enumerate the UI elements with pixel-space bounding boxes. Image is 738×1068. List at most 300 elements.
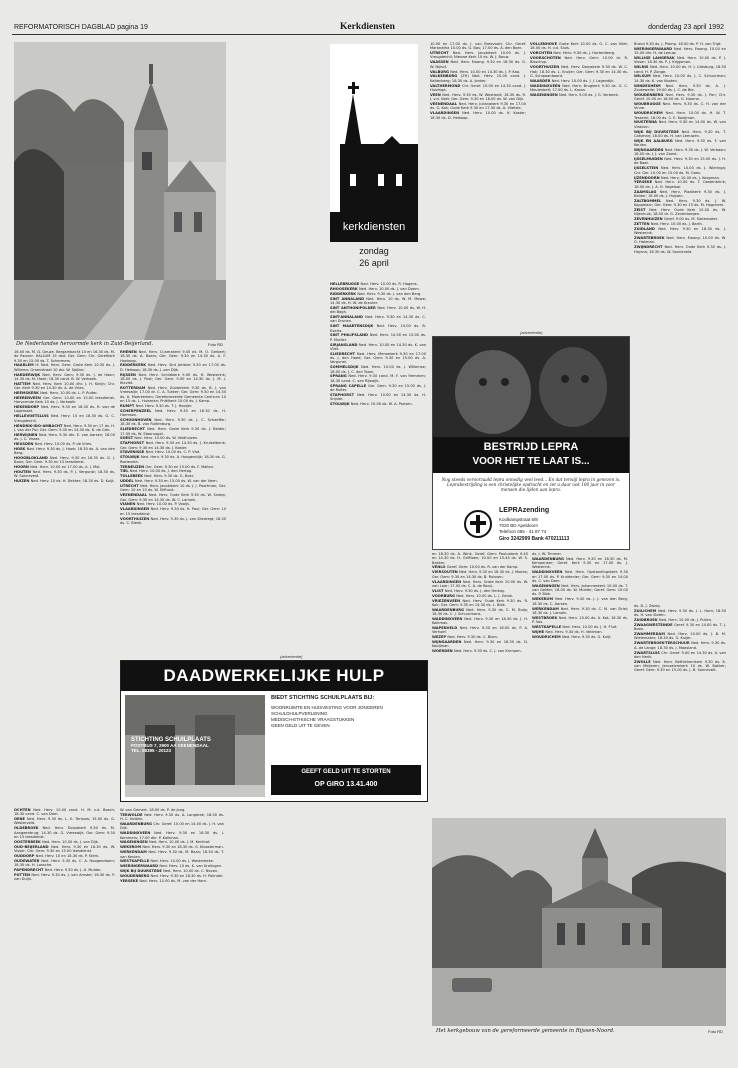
schuilplaats-ad-giro-box <box>271 765 421 795</box>
place-name: ZWOLLE <box>634 659 654 664</box>
place-name: WERKENDAM <box>120 850 149 855</box>
church-service-entry <box>120 350 226 363</box>
service-details: Ned. Herv. Gem: 10.00 dr. R. Bisschop. <box>530 56 628 65</box>
place-name: VLAARDINGEN <box>120 507 151 512</box>
place-name: RIDDERKERK <box>330 291 358 296</box>
place-name: RHENEN <box>120 350 139 354</box>
service-details: Ned. Herv. 9.30 ds. J. van Amstel; 18.30 ds. P. van Duijn. <box>14 872 115 882</box>
church-service-entry <box>120 474 226 478</box>
service-details: Ned. Herv. 9.30 ds. W. Westland; 18.30 ds. R. J. v.d. Voet; Ger. Gem: 9.30 en 18.00 ds. W. van Dijk. <box>430 92 526 102</box>
service-details: Ned. Herv. 9.30 dhr. E. van Aarsen; 18.00 ds. J. C. Visser. <box>14 432 115 441</box>
place-name: HEEMSKERK <box>14 391 41 396</box>
place-name: WIERINGERWAARD <box>634 46 674 51</box>
service-details: 10.00 en 17.00 ds. J. van Breevoort; Chr. Geref. Maranatha 10.00 ds. G. Bos; 17.00 ds. A. den Boer. <box>430 42 526 51</box>
place-name: ZWAMMERDAM <box>634 632 668 637</box>
service-details: Ned. Herv. 10.00 ds. M. van der Ham. <box>139 878 208 883</box>
column-2-lower <box>120 350 226 650</box>
place-name: SPRANG CAPELLE <box>330 383 369 388</box>
church-service-entry <box>634 623 726 632</box>
place-name: SLIEDRECHT <box>120 427 148 432</box>
place-name: UTRECHT <box>120 484 141 489</box>
service-details: Ned. Herv. Plaatkerk 9.30 ds. J. Belder; 18.00 ds. J. Huijsen. <box>634 189 726 198</box>
ad1-label: (advertentie) <box>520 330 543 335</box>
church-service-entry <box>120 479 226 483</box>
service-details: Ned. Herv. Gem: 9.30 ds. J. de Haan; 14.30 ds. M. Hoek; 18.30 cand. B. W. Verbeek. <box>14 372 115 381</box>
place-name: WILSUM <box>634 74 653 79</box>
place-name: WUSTERNA <box>634 120 659 125</box>
service-details: W. van Gemert. 18.00 ds. P. de Jong. <box>120 808 186 812</box>
service-details: Ned. Herv. 10.00 ds. P. Vooijs. <box>136 502 190 507</box>
service-details: Ned. Herv. 9.30 ds. J. Hoek; 18.30 ds. A. van den Berg. <box>14 446 115 456</box>
service-details: Ned. Herv. 9.30 ds. A. Hoogendijk; 18.30 ds. G. Roeleveld. <box>120 455 226 464</box>
church-service-entry <box>432 608 528 617</box>
place-name: WOUDRICHEM <box>532 634 562 639</box>
place-name: SCHERPENZEEL <box>120 408 156 413</box>
service-details: Ned. Herv. 10.00 ds. J. B. M. Wielemaker; 18.30 ds. G. Kuijer. <box>634 632 726 641</box>
column-2-bottom <box>120 808 224 1053</box>
place-name: WOUBRUGGE <box>634 102 663 107</box>
schuilplaats-ad-contact <box>131 737 259 753</box>
service-details: Ned. Herv. 9.30 cand. M. F. van Hemmen; 18.30 cand. C. van Rijswijk. <box>330 374 426 383</box>
place-name: OCHTEN <box>14 808 34 812</box>
church-service-entry <box>14 465 115 469</box>
service-details: Ned. Herv. 10.00 ds. A. Kot; 18.30 ds. P. Vos. <box>532 615 628 625</box>
place-name: VOORSCHOTEN <box>530 56 565 61</box>
church-service-entry <box>430 111 526 120</box>
lepra-ad-address2: 7020 BD Apeldoorn <box>499 523 539 528</box>
place-name: OUDEWATER <box>14 858 42 863</box>
photo2-credit: Foto RD <box>708 1029 723 1034</box>
service-details: Ned. Herv. Jacobikerk 10 ds. J. J. Poortman; Ger. Gem: 10 en 15 ds. W. Silfhout. <box>120 484 226 493</box>
church-service-entry <box>634 176 726 180</box>
church-service-entry <box>120 404 226 408</box>
service-details: Ned. Herv. 9.30 en 18.30 ds. H. Polinder. <box>150 874 224 879</box>
kerkdiensten-logo <box>330 44 418 276</box>
church-photo-2-image <box>432 818 726 1026</box>
place-name: HERWIJNEN <box>14 432 39 437</box>
service-details: Ned. Herv. 9.30 ds. J. W. Verbaan; 18.00 ds. J. J. van Zoest. <box>634 147 726 157</box>
church-service-entry <box>634 111 726 120</box>
place-name: VEEN <box>430 92 443 97</box>
place-name: WIJK EN AALBURG <box>634 138 675 143</box>
service-details: Ned. Herv. 10.00 ds. L. J. Geluk. <box>456 593 514 598</box>
church-service-entry <box>120 874 224 878</box>
service-details: Ned. Herv. Grote Kerk 10.00 ds. W. van Laar; 17.00 ds. C. A. de Rooij. <box>432 579 528 588</box>
place-name: WEKEROM <box>120 845 143 850</box>
service-details: Ned. Herv. 10.00 ds. J. C. Schuurman; 14.30 ds. K. van Kooten. <box>634 74 726 83</box>
church-service-entry <box>14 840 115 844</box>
place-name: STOLWIJK <box>120 455 141 460</box>
place-name: WIERINGERWAARD <box>120 864 160 869</box>
place-name: HOUTEN <box>14 470 33 475</box>
place-name: WAGENINGEN <box>530 92 560 97</box>
place-name: WIJHE <box>532 629 546 634</box>
service-details: Ned. Herv. 9.30 ds. H. Paul; Ger. Gem: 10 en 15 leesdienst. <box>120 507 226 516</box>
header-rule <box>12 34 726 35</box>
church-service-entry <box>634 65 726 74</box>
service-details: Ned. Herv. 9.30 ds. C. A. Hoogendoorn; 18.30 ds. H. Lassche. <box>14 858 115 868</box>
church-service-entry <box>330 297 426 306</box>
schuilplaats-ad-bullet: WOONRUIMTE EN HUISVESTING VOOR JONGEREN <box>271 705 383 710</box>
church-service-entry <box>330 287 426 291</box>
church-service-entry <box>120 822 224 831</box>
service-details: Ned. Herv. Cunerakerk 9.45 ds. M. O. Gerbert; 18.30 ds. A. Baars; Ger. Gem: 9.30 en 14.30 ds. A. F. Honkoop. <box>120 350 226 363</box>
church-service-entry <box>634 120 726 129</box>
place-name: WILNIS <box>634 65 650 70</box>
place-name: ZAAMSLAG <box>634 189 660 194</box>
service-details: Ned. Herv. 10.00 ds. L. P. Ruiter. <box>40 391 98 396</box>
service-details: Ned. Herv. Oude Kerk 10.00 ds. W. Nijenhuis; 18.00 dr. G. Zevenbergen. <box>634 207 726 217</box>
place-name: VRIEZENVEEN <box>432 598 463 603</box>
church-service-entry <box>120 469 226 473</box>
place-name: IJZENDOORN <box>634 175 661 180</box>
place-name: TERWOLDE <box>120 812 145 817</box>
place-name: RUMPT <box>120 403 136 408</box>
place-name: WADDINXVEEN <box>530 83 563 88</box>
ad2-label: (advertentie) <box>280 654 303 659</box>
church-service-entry <box>430 51 526 60</box>
service-details: Ned. Herv. Julianakerk 9.30 en 17.00 ds. G. Kok; Oude Kerk 9.30 en 17.30 ds. A. Vlietzie. <box>430 102 526 111</box>
service-details: Ned. Herv. 10.00 ds. R. Hagens. <box>360 282 418 286</box>
church-service-entry <box>120 859 224 863</box>
place-name: SPRANG <box>330 374 349 379</box>
church-service-entry <box>120 484 226 493</box>
service-details: Ned. Herv. Schildkerk 9.00 ds. H. Westerink; 18.00 ds. J. Post; Ger. Gem: 9.00 en 14.30 ds. J. M. J. Kieviet. <box>120 372 226 386</box>
service-details: Ned. Herv. Grote Kerk 9.30 ds. J. Belder; 17.00 ds. W. Stoorvogel. <box>120 427 226 436</box>
service-details: Ned. Herv. 10.00 ds. P. de Vries. <box>34 441 93 446</box>
place-name: UTRECHT <box>430 51 453 56</box>
church-service-entry <box>120 845 224 849</box>
church-service-entry <box>14 456 115 465</box>
lepra-ad-line2: VOOR HET TE LAAT IS... <box>472 456 590 467</box>
church-service-entry <box>14 391 115 395</box>
church-service-entry <box>330 333 426 342</box>
place-name: SOEST <box>120 436 135 441</box>
service-details: Ned. Herv. 9.30 en 18.30 ds. W. Visser; Ger. Gem: 9.30 en 15.00 leesdienst. <box>14 844 115 854</box>
lepra-zending-logo-icon <box>463 509 493 539</box>
place-name: WESTKAPELLE <box>532 624 563 629</box>
place-name: ZWARTEBROEK-TERSCHUUR <box>634 641 692 646</box>
service-details: Geref. Gem: 10.00 ds. R. van der Kamp. <box>446 565 519 570</box>
service-details: Ned. Herv. 9.30 en 18.30 ds. G. J. Baan; Ger. Gem: 9.30 en 15 leesdienst. <box>14 455 115 465</box>
church-service-entry <box>330 352 426 365</box>
page-header-left: REFORMATORISCH DAGBLAD pagina 19 <box>14 24 148 31</box>
place-name: ZALTBOMMEL <box>634 198 666 203</box>
church-service-entry <box>530 79 628 83</box>
place-name: WOUDENBERG <box>120 874 151 879</box>
place-name: WADDINXVEEN <box>432 616 465 621</box>
service-details: Ned. Herv. 9.30 en 18.30 ds. G. Kloosterman. <box>142 845 224 850</box>
church-service-entry <box>532 584 628 597</box>
lepra-ad-phone: Telefoon 055 - 41 87 74 <box>499 529 547 534</box>
schuilplaats-ad-bullet: MEDISCH-ETHISCHE VRAAGSTUKKEN <box>271 717 355 722</box>
column-1-bottom-left <box>14 808 115 1053</box>
service-details: Ned. Herv. 9.30 ds. J. A. Mulder. <box>44 868 102 873</box>
service-details: ds. D. J. Zwiep. <box>634 604 661 608</box>
church-service-entry <box>634 130 726 139</box>
church-service-entry <box>634 609 726 618</box>
place-name: VENLO <box>432 565 447 570</box>
service-details: Ned. Herv. Opstandingskerk 9.30 en 17.00 ds. P. Kruidenier; Ger. Gem: 9.30 en 14.00 ds. C. van Dam. <box>532 570 628 583</box>
service-details: Ger. Gem: 9.30 en 15.00 ds. J. de Ruiter. <box>330 383 426 392</box>
church-service-entry <box>120 363 226 372</box>
service-details: Ned. Herv. 9.30 en 14.00 ds. W. van Vlastuin. <box>634 120 726 129</box>
church-service-entry <box>120 517 226 526</box>
place-name: OUDDORP <box>14 853 36 858</box>
service-details: Ned. Herv. 9.30 ds. T. J. Hooijer. <box>135 403 193 408</box>
church-service-entry <box>120 455 226 464</box>
schuilplaats-ad-address: POSTBUS 7, 2900 AA VEENENDAAL <box>131 743 209 748</box>
service-details: Ned. Herv. 9.30 ds. C. M. van Driel; 18.30 ds. J. Lamain. <box>532 606 628 615</box>
church-service-entry <box>330 374 426 383</box>
church-service-entry <box>120 450 226 454</box>
church-service-entry <box>430 93 526 102</box>
church-service-entry <box>634 157 726 166</box>
church-service-entry <box>634 139 726 148</box>
church-service-entry <box>532 557 628 570</box>
service-details: Ned. Herv. Jacobikerk 10.00 ds. J. Vreugdenhil; Nieuwe Kerk 10 ds. W. J. Bouw. <box>430 51 526 60</box>
lepra-ad-headline <box>433 437 629 473</box>
place-name: WAGENINGEN <box>120 840 150 845</box>
church-service-entry <box>530 84 628 93</box>
service-details: Ned. Herv. Bethlehemkerk 9.30 ds. K. van Meijeren; Jeruzalemkerk 10 ds. W. Bakker; Geref. Gem: 9.30 en 15.00 ds. J. B. Sonnevelt. <box>634 659 726 673</box>
place-name: HUIZEN <box>14 479 31 484</box>
service-details: Ned. Herv. 9.30 en 18.30 ds. J. H. Kolkman. <box>432 616 528 626</box>
place-name: VEENENDAAL <box>120 493 149 498</box>
church-photo-zuid-beijerland <box>14 42 226 340</box>
church-service-entry <box>14 424 115 433</box>
service-details: Ned. Herv. 10.00 ds. J. H. Fluit. <box>562 624 618 629</box>
church-service-entry <box>120 386 226 403</box>
page-header-date: donderdag 23 april 1992 <box>648 24 724 31</box>
place-name: STAPHORST <box>120 441 146 446</box>
place-name: VEENENDAAL <box>430 102 459 107</box>
service-details: Ned. Herv. 9.30 ds. G. Boer. <box>144 474 195 479</box>
service-details: Ned. Herv. 9.30 ds. F. van Keulen. <box>634 138 726 148</box>
place-name: HOOGBLOKLAND <box>14 455 50 460</box>
place-name: RHOOSEKERK <box>330 286 359 291</box>
lepra-ad-body: Nog steeds veroorzaakt lepra onnodig veel leed... En dat terwijl lepra in genezen is. Leprabestrijding is een christelijke opdracht en zet u daar ook 100 jaar in voor mensen die lijden aan lepra. <box>441 477 621 493</box>
place-name: VOORTHUIZEN <box>120 516 151 521</box>
service-details: Ned. Herv. 9.30 ds. J. Pon; Chr. Geref. 10.00 en 16.00 ds. G. Hoorne. <box>634 92 726 102</box>
place-name: VORCHTEN <box>530 51 554 56</box>
church-service-entry <box>330 324 426 333</box>
place-name: ZUIDLAND <box>634 226 659 231</box>
service-details: Ned. Herv. 9.30 en 18.30 ds. J. Moens; Ger. Gem: 9.30 en 14.30 ds. B. Ruissen. <box>432 570 528 579</box>
church-service-entry <box>14 382 115 391</box>
service-details: Ned. Herv. Dorpskerk 9.30 ds. M. Aangeenbrug; 14.30 ds. G. Vreeswijk; Ger. Gem: 9.30 en 15 leesdienst. <box>14 826 115 839</box>
service-details: Ned. Herv. 10.00 ds. J. Koopman. <box>660 175 721 180</box>
place-name: OLDEBROEK <box>14 826 43 831</box>
place-name: HOORN <box>14 465 31 470</box>
church-service-entry <box>532 607 628 616</box>
service-details: Ned. Herv. Sint Jorisker 9.30 en 17.00 ds. D. Heikoop; 18.30 ds. J. van Dijk. <box>120 363 226 372</box>
church-service-entry <box>14 396 115 405</box>
church-service-entry <box>432 565 528 569</box>
place-name: SIRJANSLAND <box>330 342 359 347</box>
church-service-entry <box>432 570 528 579</box>
church-service-entry <box>634 102 726 111</box>
section-title: Kerkdiensten <box>340 22 395 32</box>
church-service-entry <box>14 808 115 817</box>
photo1-caption: De Nederlandse hervormde kerk in Zuid-Beijerland. <box>16 341 154 347</box>
place-name: SCHOONHOVEN <box>120 418 155 423</box>
church-service-entry <box>432 635 528 639</box>
church-service-entry <box>432 589 528 593</box>
church-service-entry <box>432 552 528 565</box>
service-details: Ned. Herv. 9.30 ds. L. G. Terlouw; 15.00 ds. G. Westerveld. <box>14 817 115 826</box>
church-service-entry <box>432 626 528 635</box>
church-service-entry <box>432 617 528 626</box>
lepra-ad-address1: Koolkampstraat 6/8 <box>499 517 538 522</box>
place-name: STOLWIJK <box>330 402 351 407</box>
schuilplaats-ad-title: DAADWERKELIJKE HULP <box>121 661 427 691</box>
place-name: IJSSELSTEIN <box>634 166 661 171</box>
column-6-lower <box>634 604 726 816</box>
church-service-entry <box>120 879 224 883</box>
church-service-entry <box>14 817 115 826</box>
church-service-entry <box>120 493 226 502</box>
service-details: Ned. Herv. 9.30 en 18.30 ds. J. Westerink. <box>634 226 726 236</box>
service-details: Ned. Herv. 9.30 en 14.30 ds. J. Kruiselbrink; Ger. Gem: 9.30 en 14.30 ds. J. Koster. <box>120 441 226 450</box>
church-service-entry <box>532 630 628 634</box>
church-service-entry <box>634 222 726 226</box>
church-service-entry <box>530 51 628 55</box>
service-details: Ned. Herv. 10.00 ds. W. A. Ponsen. <box>350 402 413 407</box>
service-details: Ger. Gem: 9.30 en 15.00 ds. F. Mallan. <box>145 464 214 469</box>
church-service-entry <box>14 826 115 839</box>
place-name: ZWARTEBROEK <box>634 236 667 241</box>
church-service-entry <box>634 245 726 254</box>
column-6-top <box>634 42 726 602</box>
service-details: Ned. Herv. 9.30 ds. A. Langerak; 18.00 ds. H. C. Hoitink. <box>120 812 224 822</box>
church-service-entry <box>120 373 226 386</box>
place-name: VALBURG <box>430 69 451 74</box>
schuilplaats-ad-giro: OP GIRO 13.41.400 <box>314 781 378 788</box>
church-service-entry <box>634 217 726 221</box>
place-name: WERKENDAM <box>532 606 561 611</box>
schuilplaats-ad-phone: TEL. 08385 - 20123 <box>131 748 172 753</box>
service-details: Ned. Herv. 10.00 ds. J. J. Lagendijk. <box>551 78 615 83</box>
service-details: Ned. Herv. 10.00 ds. P. J. Visser; 18.30 ds. P. J. Krijgsman. <box>634 56 726 65</box>
column-4-top <box>430 42 526 328</box>
church-service-entry <box>330 365 426 374</box>
church-service-entry <box>120 869 224 873</box>
service-details: Ned. Herv. 10.00 en 14.30 ds. H. Snijder. <box>330 392 426 402</box>
place-name: SINT ANNALAND <box>330 296 367 301</box>
column-3-top <box>330 282 426 650</box>
service-details: Ned. Herv. 10.00 ds. J. M. Kerkhof. <box>149 840 211 845</box>
church-silhouette-icon <box>330 44 418 214</box>
place-name: SLIEDRECHT <box>330 351 357 356</box>
church-service-entry <box>120 813 224 822</box>
service-details: Ned. Herv. 10 en 18.30 ds. P. Sterk. <box>35 853 100 858</box>
place-name: VAASSEN <box>430 60 451 65</box>
church-service-entry <box>634 208 726 217</box>
photo1-credit: Foto RD <box>208 342 223 347</box>
place-name: WAARDENBURG <box>532 556 567 561</box>
place-name: HENDRIK-IDO-AMBACHT <box>14 423 64 428</box>
church-service-entry <box>14 350 115 363</box>
church-service-entry <box>530 93 628 97</box>
service-details: Ned. Herv. 9.30 ds. C. Blom. <box>447 635 499 640</box>
church-service-entry <box>432 599 528 608</box>
church-service-entry <box>330 306 426 315</box>
place-name: VLAARDINGEN <box>432 579 463 584</box>
church-service-entry <box>14 479 115 483</box>
service-details: Ned. Herv. 9.30 ds. J. J. van den Berg; 18.30 ds. C. Aarsen. <box>532 597 628 606</box>
place-name: WAGENINGEN <box>532 583 562 588</box>
service-details: Ned. Herv. Oude Kerk 9.30 ds. J. Hayma; 18.30 ds. W. Sonneveld. <box>634 245 726 254</box>
place-name: HEUSDEN <box>14 441 35 446</box>
place-name: RIDDERKERK <box>120 363 148 368</box>
service-details: Ned. Herv. 9.30 ds. A. J. Zoutewelle; 19.00 ds. J. C. de Bie. <box>634 83 726 92</box>
church-service-entry <box>120 502 226 506</box>
church-service-entry <box>430 102 526 111</box>
service-details: Ned. Herv. 9.30 ds. G. Kuijt. <box>561 634 612 639</box>
service-details: Grote Kerk 10.00 ds. G. C. van Vliet; 18.00 ds. H. v.d. Sluis. <box>530 42 628 51</box>
place-name: VOORTHUIZEN <box>530 65 561 70</box>
schuilplaats-ad-name: STICHTING SCHUILPLAATS <box>131 737 211 743</box>
place-name: OOSTERBEEK <box>14 839 43 844</box>
church-service-entry <box>120 409 226 418</box>
place-name: WESTKAPELLE <box>120 859 151 864</box>
place-name: SOMMELSDIJK <box>330 365 362 370</box>
lepra-advertisement <box>432 336 630 550</box>
church-service-entry <box>634 166 726 175</box>
schuilplaats-ad-giro-cta: GEEFT GELD UIT TE STORTEN <box>301 769 391 775</box>
service-details: Ned. Herv. 10.00 ds. J. Barth. <box>650 222 703 227</box>
service-details: Ned. Herv. 10.00 ds. T. Oostenbrink; 18.00 ds. J. A. H. Vogelaar. <box>634 180 726 189</box>
service-details: Ned. Herv. 9.30 ds. J. den Hertog. <box>444 588 505 593</box>
service-details: Ned. Herv. 9.30 en 15.00 ds. W. van der Veen. <box>134 479 218 484</box>
place-name: PUTTEN <box>14 872 32 877</box>
church-service-entry <box>634 190 726 199</box>
service-details: Geref. 9.30 en 14.00 ds. T. J. Boon. <box>634 622 726 632</box>
service-details: Chr. Geref. 10.00 en 14.00 ds. J. H. van Dijk. <box>120 822 224 831</box>
place-name: WAARDENBURG <box>120 822 154 827</box>
service-details: Ned. Herv. 9.30 en 18.30 ds. D. Kooijman. <box>432 640 528 649</box>
service-details: Ned. Herv. 10.00 ds. J. Wieringa; Chr. Ger. 10.00 en 15.00 ds. M. Goes. <box>634 166 726 175</box>
church-service-entry <box>634 47 726 56</box>
service-details: (ZH) Ned. Herv. 10.00 cand. J. Kaltenberg; 18.30 ds. A. Jonker. <box>430 74 526 83</box>
service-details: Ned. Herv. 10 ds. H. Dekker; 18.30 ds. D. Kuijt. <box>30 479 115 484</box>
place-name: YERSEKE <box>120 878 140 883</box>
schuilplaats-ad-sub: BIEDT STICHTING SCHUILPLAATS BIJ: <box>271 695 375 701</box>
church-service-entry <box>634 180 726 189</box>
service-details: Ned. Herv. 10.00 ds. H. J. Catsburg; 18.30 cand. H. P. Zonge. <box>634 65 726 74</box>
church-service-entry <box>330 292 426 296</box>
service-details: Chr. Geref. 9.00 en 14.30 ds. A. van den Herik. <box>634 650 726 659</box>
church-service-entry <box>330 393 426 402</box>
church-service-entry <box>120 850 224 859</box>
service-details: Ned. Herv. 9.30 ds. M. Baan; 18.30 ds. T. van Keulen. <box>120 850 224 859</box>
service-details: Ned. Herv. 9.30 en 18.30 ds. H. Harmsen. <box>120 408 226 418</box>
place-name: STAPHORST <box>330 392 358 397</box>
service-details: Ned. Herv. 9.30 ds. J. van Sliedregt; 18.30 ds. C. Blenk. <box>120 516 226 525</box>
service-details: Ned. Herv. 10.00 en 15.00 ds. P. Mulder. <box>330 333 426 342</box>
church-service-entry <box>14 868 115 872</box>
church-service-entry <box>634 148 726 157</box>
place-name: VIANEN <box>120 502 137 507</box>
place-name: ZUILICHEM <box>634 608 658 613</box>
church-service-entry <box>634 199 726 208</box>
place-name: WILLIGE LANGERAK <box>634 56 677 61</box>
service-details: Ned. Herv. 10.00 ds. W. H. del Bagh. <box>330 305 426 315</box>
church-service-entry <box>430 74 526 83</box>
church-service-entry <box>120 840 224 844</box>
service-details: Ned. Herv. 9.30 ds. H. Veldman. <box>545 629 603 634</box>
